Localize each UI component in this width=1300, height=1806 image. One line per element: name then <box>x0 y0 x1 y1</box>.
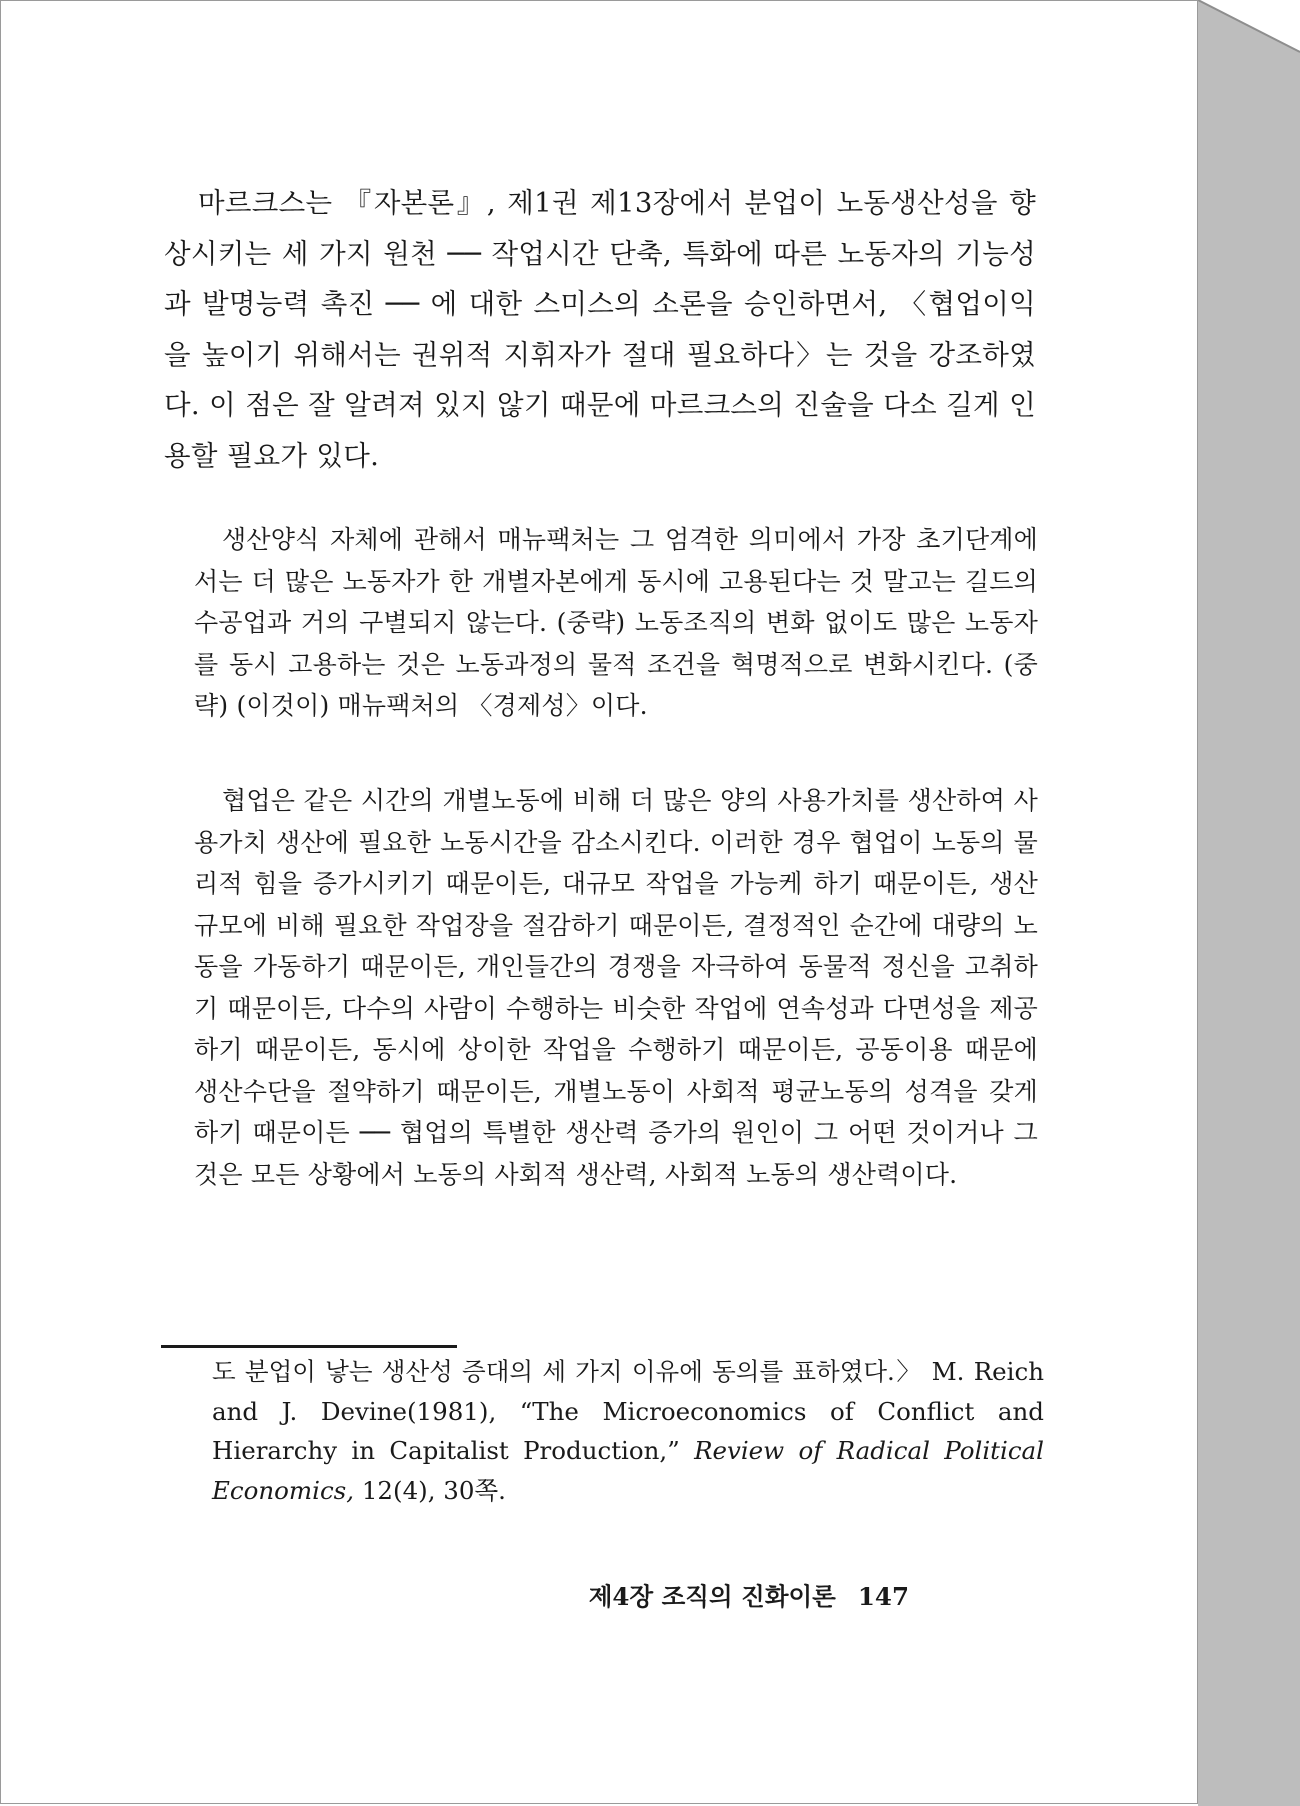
page-number: 147 <box>857 1582 909 1611</box>
chapter-title: 제4장 조직의 진화이론 <box>588 1582 836 1611</box>
footnote-citation-end: 12(4), 30쪽. <box>354 1475 506 1505</box>
book-thickness-edge <box>1198 0 1300 1806</box>
running-footer <box>589 1578 909 1613</box>
footnote-divider <box>161 1345 457 1348</box>
quote-paragraph-2: 협업은 같은 시간의 개별노동에 비해 더 많은 양의 사용가치를 생산하여 사용가치 생산에 필요한 노동시간을 감소시킨다. 이러한 경우 협업이 노동의 물리적 힘을 증가시키기 때문이든, 대규모 작업을 가능케 하기 때문이든, 생산규모에 비해 필요한 작업장을 절감하기 때문이든, 결정적인 순간에 대량의 노동을 가동하기 때문이든, 개인들간의 경쟁을 자극하여 동물적 정신을 고취하기 때문이든, 다수의 사람이 수행하는 비슷한 작업에 연속성과 다면성을 제공하기 때문이든, 동시에 상이한 작업을 수행하기 때문이든, 공동이용 때문에 생산수단을 절약하기 때문이든, 개별노동이 사회적 평균노동의 성격을 갖게 하기 때문이든 ── 협업의 특별한 생산력 증가의 원인이 그 어떤 것이거나 그것은 모든 상황에서 노동의 사회적 생산력, 사회적 노동의 생산력이다. <box>194 786 1038 1189</box>
footnote-text: 도 분업이 낳는 생산성 증대의 세 가지 이유에 동의를 표하였다.〉 M. Reich and J. Devine(1981), “The Microeconomics of Conflict and Hierarchy in Capitalist Production,” <box>212 1357 1044 1465</box>
footnote-journal-title: Review of Radical Political Economics, <box>212 1436 1045 1505</box>
footnote <box>212 1352 1044 1510</box>
book-edge-shape <box>1198 0 1300 1806</box>
quote-paragraph-1: 생산양식 자체에 관해서 매뉴팩처는 그 엄격한 의미에서 가장 초기단계에서는 더 많은 노동자가 한 개별자본에게 동시에 고용된다는 것 말고는 길드의 수공업과 거의 구별되지 않는다. (중략) 노동조직의 변화 없이도 많은 노동자를 동시 고용하는 것은 노동과정의 물적 조건을 혁명적으로 변화시킨다. (중략) (이것이) 매뉴팩처의 〈경제성〉이다. <box>194 525 1038 720</box>
main-paragraph: 마르크스는 『자본론』, 제1권 제13장에서 분업이 노동생산성을 향상시키는 세 가지 원천 ── 작업시간 단축, 특화에 따른 노동자의 기능성과 발명능력 촉진 ── 에 대한 스미스의 소론을 승인하면서, 〈협업이익을 높이기 위해서는 권위적 지휘자가 절대 필요하다〉는 것을 강조하였다. 이 점은 잘 알려져 있지 않기 때문에 마르크스의 진술을 다소 길게 인용할 필요가 있다. <box>164 187 1036 472</box>
